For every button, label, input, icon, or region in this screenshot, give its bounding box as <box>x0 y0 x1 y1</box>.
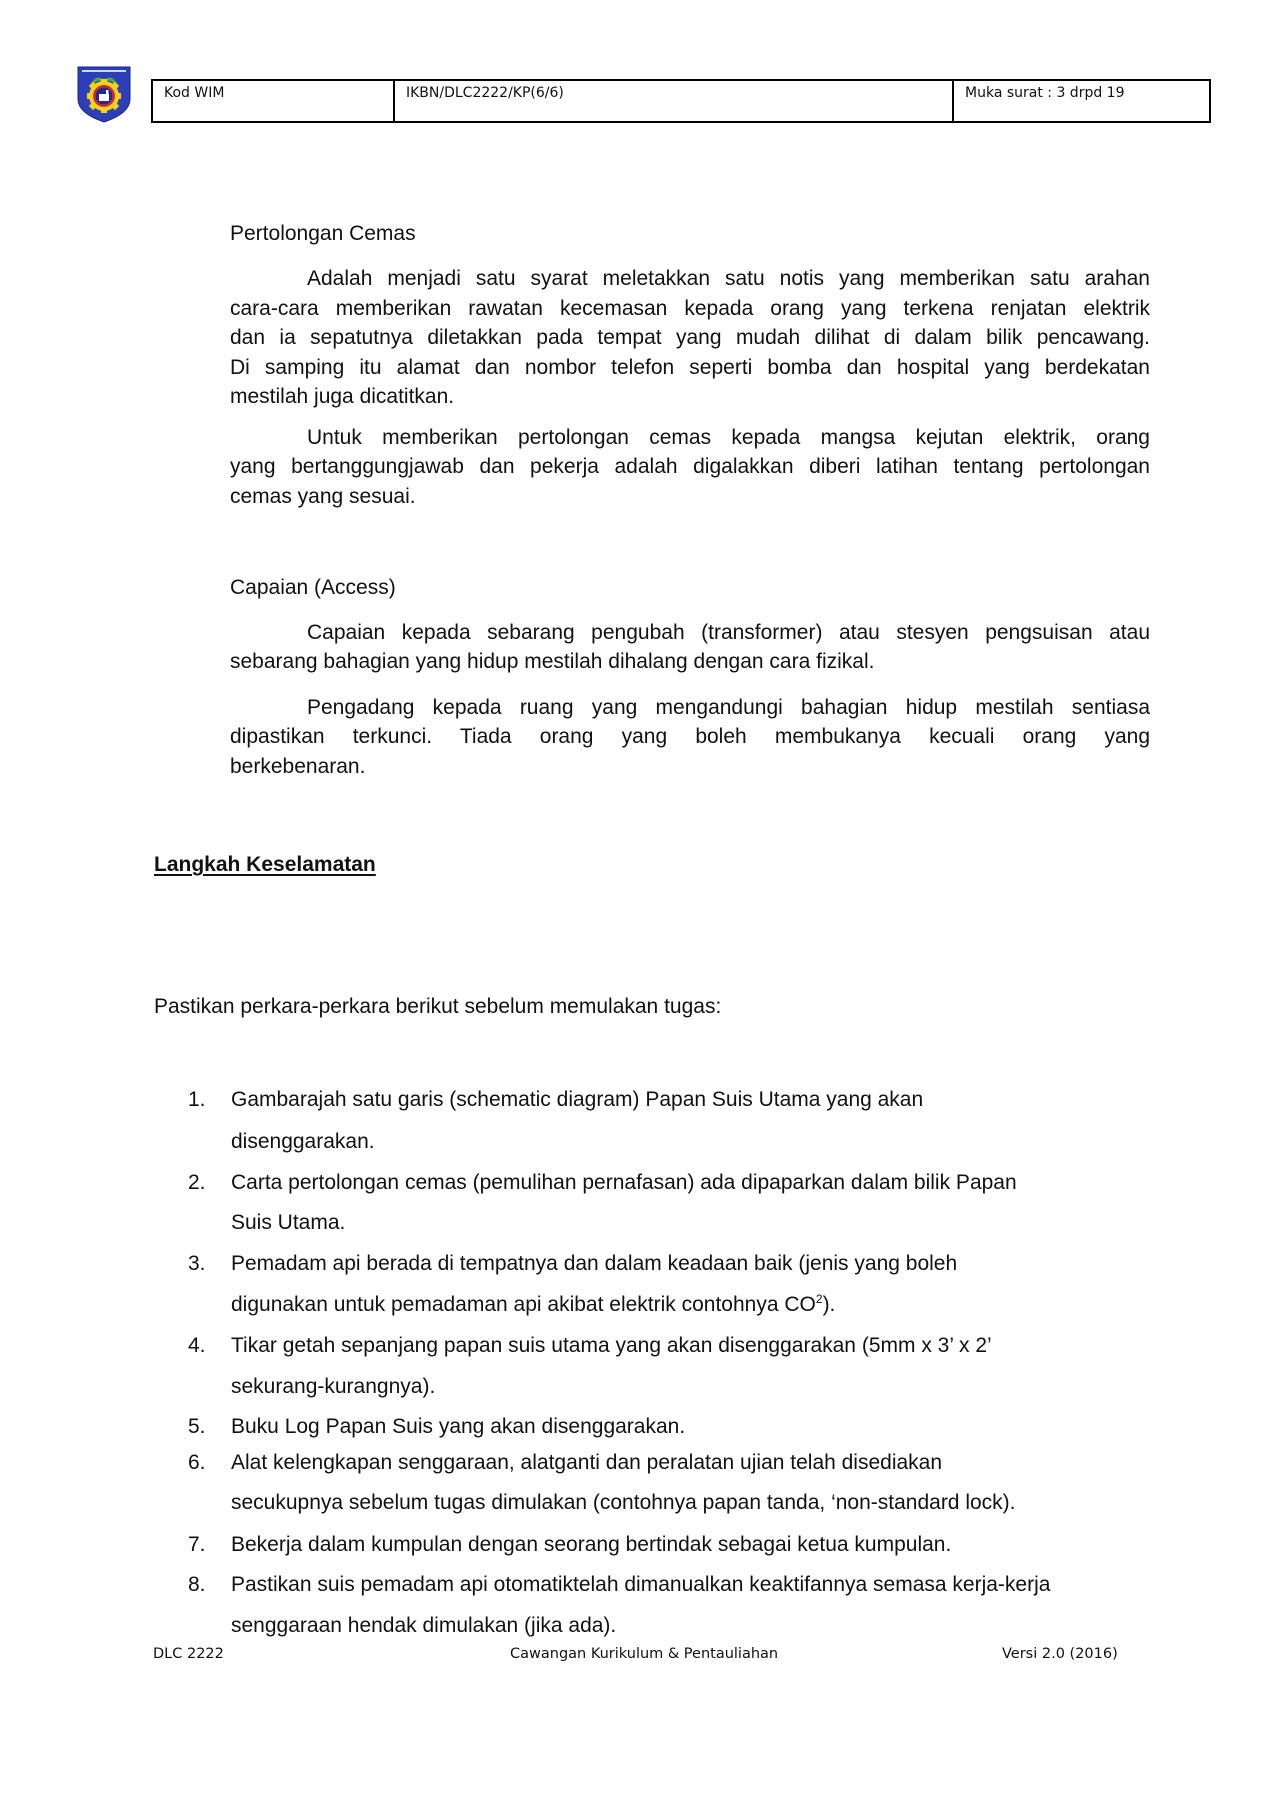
footer-version: Versi 2.0 (2016) <box>1002 1646 1118 1662</box>
list-item-line: Tikar getah sepanjang papan suis utama yang akan disenggarakan (5mm x 3’ x 2’ <box>231 1334 992 1357</box>
list-item-line: Buku Log Papan Suis yang akan disenggarakan. <box>231 1415 686 1438</box>
list-item-line: Suis Utama. <box>231 1211 346 1234</box>
paragraph-line: Di samping itu alamat dan nombor telefon seperti bomba dan hospital yang berdekatan <box>230 356 1150 379</box>
list-item-text: digunakan untuk pemadaman api akibat elektrik contohnya CO <box>231 1293 816 1316</box>
paragraph-line: Capaian kepada sebarang pengubah (transformer) atau stesyen pengsuisan atau <box>307 621 1150 644</box>
list-number: 8. <box>188 1573 206 1596</box>
list-item-line: sekurang-kurangnya). <box>231 1375 436 1398</box>
paragraph-line: yang bertanggungjawab dan pekerja adalah digalakkan diberi latihan tentang pertolongan <box>230 455 1150 478</box>
list-number: 2. <box>188 1171 206 1194</box>
list-item-line: senggaraan hendak dimulakan (jika ada). <box>231 1614 617 1637</box>
paragraph-line: sebarang bahagian yang hidup mestilah dihalang dengan cara fizikal. <box>230 650 875 673</box>
list-item-line: Bekerja dalam kumpulan dengan seorang bertindak sebagai ketua kumpulan. <box>231 1533 952 1556</box>
list-number: 4. <box>188 1334 206 1357</box>
superscript: 2 <box>815 1292 823 1306</box>
paragraph-line: cemas yang sesuai. <box>230 485 416 508</box>
list-item-text: ). <box>822 1293 836 1316</box>
paragraph-line: cara-cara memberikan rawatan kecemasan kepada orang yang terkena renjatan elektrik <box>230 297 1150 320</box>
list-number: 3. <box>188 1252 206 1275</box>
list-number: 6. <box>188 1451 206 1474</box>
paragraph-line: dan ia sepatutnya diletakkan pada tempat yang mudah dilihat di dalam bilik pencawang. <box>230 326 1150 349</box>
list-item-line: Pastikan suis pemadam api otomatiktelah dimanualkan keaktifannya semasa kerja-kerja <box>231 1573 1051 1596</box>
paragraph-line: berkebenaran. <box>230 755 366 778</box>
paragraph-line: dipastikan terkunci. Tiada orang yang boleh membukanya kecuali orang yang <box>230 725 1150 748</box>
footer-department: Cawangan Kurikulum & Pentauliahan <box>510 1646 779 1662</box>
page-number-cell: Muka surat : 3 drpd 19 <box>965 85 1125 101</box>
list-item-line: Carta pertolongan cemas (pemulihan pernafasan) ada dipaparkan dalam bilik Papan <box>231 1171 1017 1194</box>
paragraph-line: Untuk memberikan pertolongan cemas kepada mangsa kejutan elektrik, orang <box>307 426 1150 449</box>
safety-intro: Pastikan perkara-perkara berikut sebelum memulakan tugas: <box>154 995 722 1018</box>
list-number: 7. <box>188 1533 206 1556</box>
list-item-line: Gambarajah satu garis (schematic diagram) Papan Suis Utama yang akan <box>231 1088 924 1111</box>
institution-crest-icon <box>76 65 132 123</box>
paragraph-line: mestilah juga dicatitkan. <box>230 385 455 408</box>
section-heading-safety: Langkah Keselamatan <box>154 853 376 876</box>
footer-course-code: DLC 2222 <box>153 1646 224 1662</box>
section-heading-first-aid: Pertolongan Cemas <box>230 222 416 245</box>
document-header-table <box>151 79 1211 123</box>
list-item-line: secukupnya sebelum tugas dimulakan (contohnya papan tanda, ‘non-standard lock). <box>231 1491 1016 1514</box>
list-item-line <box>231 1292 835 1318</box>
section-heading-access: Capaian (Access) <box>230 576 396 599</box>
list-item-line: Alat kelengkapan senggaraan, alatganti dan peralatan ujian telah disediakan <box>231 1451 943 1474</box>
document-code-cell: IKBN/DLC2222/KP(6/6) <box>395 81 954 121</box>
paragraph-line: Adalah menjadi satu syarat meletakkan satu notis yang memberikan satu arahan <box>307 267 1150 290</box>
code-label-cell: Kod WIM <box>153 81 395 121</box>
list-item-line: disenggarakan. <box>231 1130 375 1153</box>
list-number: 1. <box>188 1088 206 1111</box>
list-number: 5. <box>188 1415 206 1438</box>
list-item-line: Pemadam api berada di tempatnya dan dalam keadaan baik (jenis yang boleh <box>231 1252 958 1275</box>
paragraph-line: Pengadang kepada ruang yang mengandungi bahagian hidup mestilah sentiasa <box>307 696 1150 719</box>
